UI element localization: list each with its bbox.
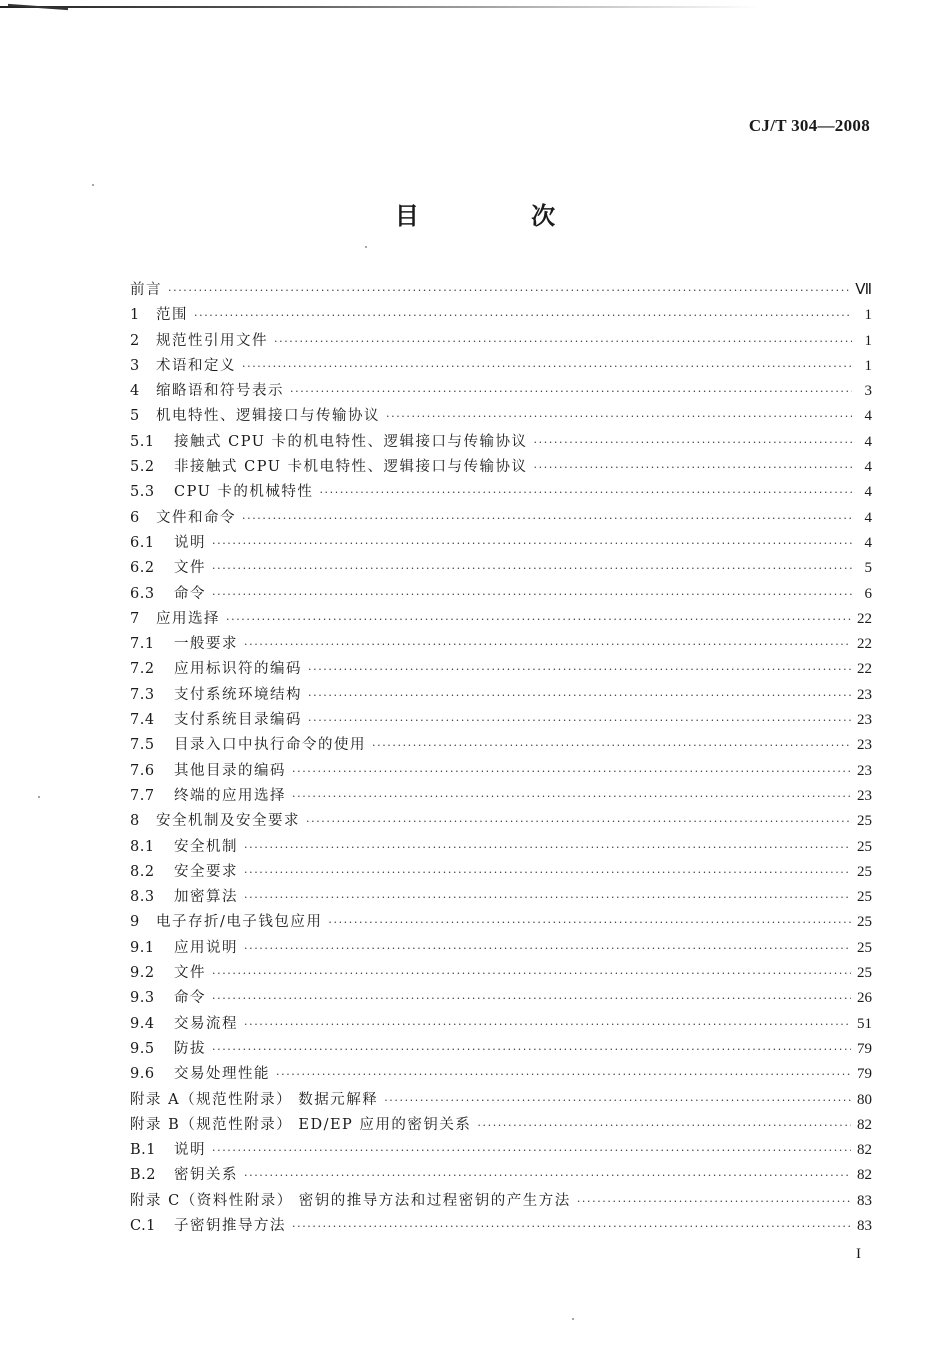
toc-dot-leader xyxy=(244,1169,851,1182)
toc-dot-leader xyxy=(306,815,851,828)
toc-entry xyxy=(130,531,872,556)
toc-entry xyxy=(130,860,872,885)
toc-dot-leader xyxy=(212,1043,851,1056)
toc-entry-number: 5 xyxy=(130,408,140,425)
toc-title: 目 次 xyxy=(394,202,608,230)
toc-dot-leader xyxy=(308,663,851,676)
toc-dot-leader xyxy=(292,790,851,803)
toc-entry-title: 附录 A（规范性附录） 数据元解释 xyxy=(130,1091,379,1108)
toc-entry-number: 8.2 xyxy=(130,863,155,880)
toc-entry xyxy=(130,1189,872,1214)
toc-entry xyxy=(130,404,872,429)
toc-entry-number: 7.3 xyxy=(130,686,155,703)
document-code: CJ/T 304—2008 xyxy=(748,116,870,135)
toc-entry xyxy=(130,657,872,682)
toc-entry-title: 电子存折/电子钱包应用 xyxy=(156,914,323,931)
toc-entry xyxy=(130,835,872,860)
toc-entry-page: 6 xyxy=(864,585,872,602)
toc-entry-page: Ⅶ xyxy=(855,282,872,298)
toc-entry xyxy=(130,683,872,708)
toc-dot-leader xyxy=(386,410,852,423)
table-of-contents xyxy=(130,278,872,1239)
toc-entry-number: 2 xyxy=(130,332,140,349)
toc-entry-number: 9.5 xyxy=(130,1040,155,1057)
toc-entry-title: 规范性引用文件 xyxy=(156,332,268,349)
toc-entry xyxy=(130,1062,872,1087)
toc-entry-page: 25 xyxy=(857,939,872,956)
toc-entry-title: 非接触式 CPU 卡机电特性、逻辑接口与传输协议 xyxy=(174,459,528,476)
toc-entry-title: 目录入口中执行命令的使用 xyxy=(174,737,366,754)
toc-entry-page: 23 xyxy=(857,787,872,804)
scan-speck xyxy=(38,796,40,798)
toc-entry-page: 22 xyxy=(857,610,872,627)
toc-entry-title: 支付系统目录编码 xyxy=(174,712,302,729)
toc-entry-title: 安全要求 xyxy=(174,863,238,880)
toc-entry xyxy=(130,329,872,354)
toc-entry-title: 安全机制 xyxy=(174,838,238,855)
toc-entry-page: 25 xyxy=(857,889,872,906)
toc-dot-leader xyxy=(292,1220,851,1233)
toc-entry-page: 22 xyxy=(857,636,872,653)
toc-entry xyxy=(130,379,872,404)
toc-entry-title: CPU 卡的机械特性 xyxy=(174,484,314,501)
toc-entry xyxy=(130,1163,872,1188)
toc-entry-page: 83 xyxy=(857,1217,872,1234)
toc-entry-number: 7.5 xyxy=(130,737,155,754)
toc-entry-page: 1 xyxy=(864,307,872,324)
toc-dot-leader xyxy=(308,689,851,702)
toc-entry-title: 子密钥推导方法 xyxy=(174,1217,286,1234)
toc-entry xyxy=(130,961,872,986)
toc-entry xyxy=(130,632,872,657)
toc-entry-page: 4 xyxy=(864,408,872,425)
toc-entry-number: 7.2 xyxy=(130,661,155,678)
toc-entry-number: 7.4 xyxy=(130,712,155,729)
toc-entry-number: 7.1 xyxy=(130,636,155,653)
toc-dot-leader xyxy=(308,714,851,727)
toc-entry xyxy=(130,506,872,531)
toc-entry-number: 4 xyxy=(130,383,140,400)
toc-entry xyxy=(130,986,872,1011)
toc-entry-title: 密钥关系 xyxy=(174,1167,238,1184)
toc-entry-page: 23 xyxy=(857,686,872,703)
toc-entry-title: 加密算法 xyxy=(174,889,238,906)
toc-entry-number: 6.2 xyxy=(130,560,155,577)
toc-entry-page: 4 xyxy=(864,534,872,551)
toc-dot-leader xyxy=(212,967,851,980)
toc-entry-page: 25 xyxy=(857,914,872,931)
toc-dot-leader xyxy=(168,284,849,297)
toc-entry-page: 25 xyxy=(857,863,872,880)
toc-dot-leader xyxy=(212,588,852,601)
toc-dot-leader xyxy=(276,1068,851,1081)
toc-dot-leader xyxy=(244,841,851,854)
toc-dot-leader xyxy=(212,992,851,1005)
toc-entry-page: 22 xyxy=(857,661,872,678)
scan-speck xyxy=(365,246,367,248)
toc-dot-leader xyxy=(212,562,852,575)
toc-entry-number: 8.3 xyxy=(130,889,155,906)
toc-entry xyxy=(130,708,872,733)
toc-dot-leader xyxy=(242,360,852,373)
toc-entry-number: 9 xyxy=(130,914,140,931)
toc-entry-number: 9.1 xyxy=(130,939,155,956)
toc-entry-number: 7.7 xyxy=(130,787,155,804)
toc-entry-title: 一般要求 xyxy=(174,636,238,653)
toc-entry-title: 说明 xyxy=(174,1142,206,1159)
toc-dot-leader xyxy=(244,942,851,955)
toc-entry-page: 83 xyxy=(857,1192,872,1209)
toc-entry-number: B.2 xyxy=(130,1167,156,1184)
scan-border-line xyxy=(0,6,760,8)
toc-entry xyxy=(130,556,872,581)
scan-speck xyxy=(572,1318,574,1320)
toc-entry-page: 82 xyxy=(857,1116,872,1133)
toc-entry-page: 23 xyxy=(857,712,872,729)
toc-entry-title: 交易处理性能 xyxy=(174,1066,270,1083)
toc-entry xyxy=(130,1088,872,1113)
toc-entry-title: 文件 xyxy=(174,965,206,982)
toc-dot-leader xyxy=(244,638,851,651)
toc-entry-number: 7.6 xyxy=(130,762,155,779)
toc-entry-page: 4 xyxy=(864,509,872,526)
toc-entry-page: 51 xyxy=(857,1015,872,1032)
toc-entry-title: 前言 xyxy=(130,282,162,298)
toc-dot-leader xyxy=(242,512,852,525)
toc-dot-leader xyxy=(226,613,851,626)
page-number: I xyxy=(856,1246,861,1262)
toc-entry-page: 23 xyxy=(857,737,872,754)
toc-entry-page: 79 xyxy=(857,1040,872,1057)
toc-entry-title: 术语和定义 xyxy=(156,357,236,374)
toc-dot-leader xyxy=(244,891,851,904)
toc-entry-number: 9.2 xyxy=(130,965,155,982)
toc-entry xyxy=(130,278,872,303)
toc-entry xyxy=(130,1138,872,1163)
toc-entry-title: 终端的应用选择 xyxy=(174,787,286,804)
toc-dot-leader xyxy=(212,537,852,550)
toc-dot-leader xyxy=(534,436,852,449)
toc-dot-leader xyxy=(534,461,852,474)
toc-entry-title: 应用选择 xyxy=(156,610,220,627)
toc-dot-leader xyxy=(319,486,852,499)
toc-entry-page: 1 xyxy=(864,357,872,374)
toc-entry-page: 82 xyxy=(857,1167,872,1184)
toc-entry-number: 9.3 xyxy=(130,990,155,1007)
toc-entry-page: 80 xyxy=(857,1091,872,1108)
toc-dot-leader xyxy=(194,309,852,322)
toc-entry-number: 5.1 xyxy=(130,433,155,450)
toc-entry xyxy=(130,430,872,455)
toc-entry-number: B.1 xyxy=(130,1142,156,1159)
toc-entry xyxy=(130,1037,872,1062)
toc-entry-number: 6 xyxy=(130,509,140,526)
toc-dot-leader xyxy=(328,916,851,929)
toc-entry-number: 6.3 xyxy=(130,585,155,602)
toc-entry-title: 文件和命令 xyxy=(156,509,236,526)
toc-dot-leader xyxy=(372,739,851,752)
toc-entry xyxy=(130,784,872,809)
toc-entry-title: 其他目录的编码 xyxy=(174,762,286,779)
toc-entry xyxy=(130,733,872,758)
toc-entry-title: 支付系统环境结构 xyxy=(174,686,302,703)
toc-dot-leader xyxy=(274,335,852,348)
toc-dot-leader xyxy=(292,765,851,778)
toc-entry-number: 6.1 xyxy=(130,534,155,551)
toc-entry-page: 25 xyxy=(857,965,872,982)
toc-entry-title: 安全机制及安全要求 xyxy=(156,813,300,830)
toc-dot-leader xyxy=(212,1144,851,1157)
toc-entry-title: 说明 xyxy=(174,534,206,551)
toc-dot-leader xyxy=(244,1018,851,1031)
toc-entry xyxy=(130,1113,872,1138)
toc-entry xyxy=(130,354,872,379)
toc-entry xyxy=(130,455,872,480)
toc-entry-page: 5 xyxy=(864,560,872,577)
toc-entry xyxy=(130,303,872,328)
toc-entry-number: 9.6 xyxy=(130,1066,155,1083)
toc-entry-title: 附录 B（规范性附录） ED/EP 应用的密钥关系 xyxy=(130,1116,472,1133)
toc-entry-page: 26 xyxy=(857,990,872,1007)
toc-entry-title: 命令 xyxy=(174,990,206,1007)
toc-entry-title: 缩略语和符号表示 xyxy=(156,383,284,400)
toc-entry xyxy=(130,910,872,935)
toc-entry-page: 82 xyxy=(857,1142,872,1159)
toc-entry-title: 交易流程 xyxy=(174,1015,238,1032)
toc-entry-title: 机电特性、逻辑接口与传输协议 xyxy=(156,408,380,425)
toc-entry-number: 5.2 xyxy=(130,459,155,476)
toc-entry xyxy=(130,885,872,910)
toc-entry-number: C.1 xyxy=(130,1217,156,1234)
toc-entry-title: 应用说明 xyxy=(174,939,238,956)
toc-entry-page: 79 xyxy=(857,1066,872,1083)
toc-entry-page: 25 xyxy=(857,838,872,855)
toc-entry-title: 防拔 xyxy=(174,1040,206,1057)
toc-dot-leader xyxy=(244,866,851,879)
toc-entry-page: 25 xyxy=(857,813,872,830)
toc-entry xyxy=(130,582,872,607)
toc-entry-title: 应用标识符的编码 xyxy=(174,661,302,678)
toc-entry-title: 范围 xyxy=(156,307,188,324)
toc-entry-page: 3 xyxy=(864,383,872,400)
toc-entry-page: 1 xyxy=(864,332,872,349)
toc-entry xyxy=(130,759,872,784)
scan-speck xyxy=(92,184,94,186)
toc-entry-title: 附录 C（资料性附录） 密钥的推导方法和过程密钥的产生方法 xyxy=(130,1192,571,1209)
toc-entry-page: 23 xyxy=(857,762,872,779)
toc-entry xyxy=(130,1214,872,1239)
toc-entry-title: 接触式 CPU 卡的机电特性、逻辑接口与传输协议 xyxy=(174,433,528,450)
toc-entry-title: 命令 xyxy=(174,585,206,602)
toc-entry-number: 7 xyxy=(130,610,140,627)
toc-entry-number: 8 xyxy=(130,813,140,830)
toc-entry-page: 4 xyxy=(864,433,872,450)
toc-entry-page: 4 xyxy=(864,484,872,501)
toc-entry-number: 8.1 xyxy=(130,838,155,855)
toc-entry-number: 1 xyxy=(130,307,140,324)
toc-entry-page: 4 xyxy=(864,459,872,476)
toc-dot-leader xyxy=(384,1094,851,1107)
toc-dot-leader xyxy=(477,1119,851,1132)
toc-entry-title: 文件 xyxy=(174,560,206,577)
toc-entry-number: 9.4 xyxy=(130,1015,155,1032)
toc-entry xyxy=(130,607,872,632)
toc-entry-number: 5.3 xyxy=(130,484,155,501)
toc-entry xyxy=(130,480,872,505)
toc-entry xyxy=(130,809,872,834)
toc-entry xyxy=(130,936,872,961)
toc-dot-leader xyxy=(577,1195,851,1208)
toc-entry xyxy=(130,1012,872,1037)
toc-dot-leader xyxy=(290,385,852,398)
toc-entry-number: 3 xyxy=(130,357,140,374)
